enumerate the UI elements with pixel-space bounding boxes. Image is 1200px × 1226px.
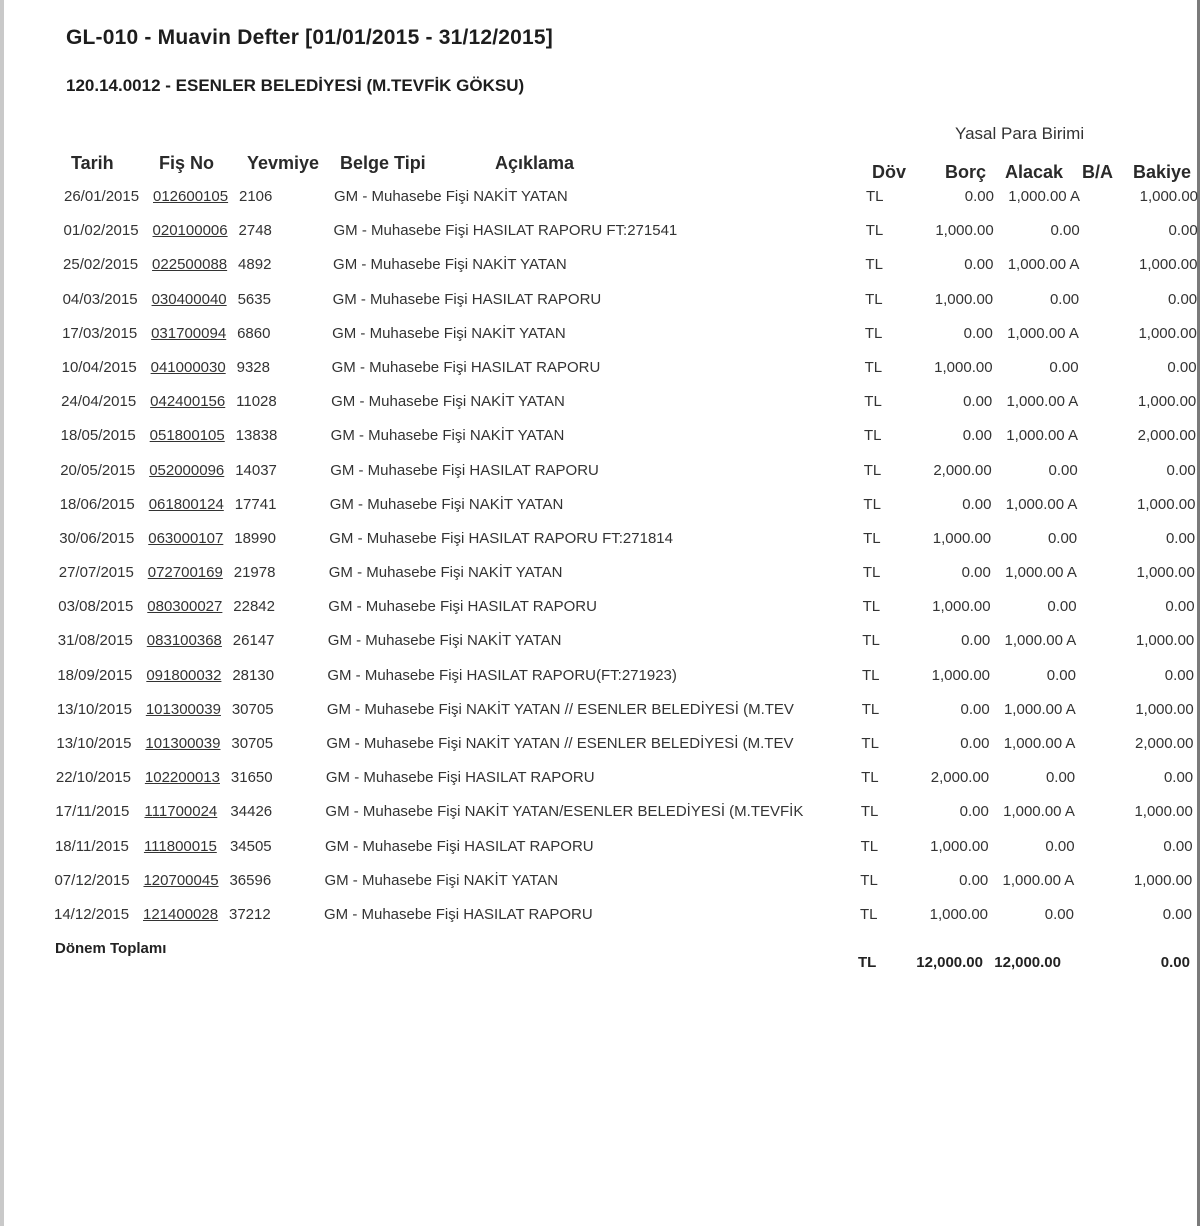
row-dov: TL <box>861 769 879 787</box>
table-row <box>0 803 1200 829</box>
row-borc: 0.00 <box>961 632 991 650</box>
table-row <box>0 667 1200 693</box>
column-header-ba: B/A <box>1082 162 1113 182</box>
table-row <box>0 701 1200 727</box>
row-aciklama: GM - Muhasebe Fişi NAKİT YATAN/ESENLER BELEDİYESİ (M.TEVFİK <box>325 803 804 821</box>
row-bakiye: 1,000.00 <box>1134 803 1193 821</box>
row-tarih: 18/09/2015 <box>57 666 133 684</box>
row-bakiye: 0.00 <box>1165 529 1196 547</box>
row-aciklama: GM - Muhasebe Fişi NAKİT YATAN // ESENLER BELEDİYESİ (M.TEV <box>326 735 794 753</box>
row-alacak: 1,000.00 A <box>1003 803 1075 821</box>
row-aciklama: GM - Muhasebe Fişi NAKİT YATAN <box>333 256 567 274</box>
row-alacak: 1,000.00 A <box>1004 632 1077 650</box>
row-alacak: 1,000.00 A <box>1007 324 1079 342</box>
row-bakiye: 0.00 <box>1168 222 1198 240</box>
row-tarih: 17/11/2015 <box>55 803 130 821</box>
row-bakiye: 1,000.00 <box>1139 188 1198 205</box>
row-dov: TL <box>864 393 882 411</box>
total-bakiye: 0.00 <box>1160 954 1190 971</box>
row-borc: 2,000.00 <box>933 461 992 479</box>
row-aciklama: GM - Muhasebe Fişi NAKİT YATAN <box>330 427 565 445</box>
row-tarih: 27/07/2015 <box>58 564 134 582</box>
row-dov: TL <box>863 495 881 513</box>
row-tarih: 20/05/2015 <box>60 461 136 479</box>
row-yevmiye: 2748 <box>238 222 272 240</box>
row-fis-no[interactable]: 042400156 <box>150 393 226 411</box>
row-tarih: 07/12/2015 <box>54 871 130 889</box>
row-yevmiye: 4892 <box>238 256 272 274</box>
row-fis-no[interactable]: 031700094 <box>151 324 227 342</box>
row-dov: TL <box>865 290 883 308</box>
total-borc: 12,000.00 <box>916 954 983 971</box>
total-alacak: 12,000.00 <box>994 954 1061 971</box>
row-bakiye: 1,000.00 <box>1135 632 1195 650</box>
column-header-aciklama: Açıklama <box>495 153 575 173</box>
row-tarih: 03/08/2015 <box>58 598 134 616</box>
table-row <box>0 906 1200 932</box>
row-aciklama: GM - Muhasebe Fişi NAKİT YATAN // ESENLER BELEDİYESİ (M.TEV <box>326 700 794 718</box>
row-dov: TL <box>866 188 884 205</box>
column-header-yevmiye: Yevmiye <box>247 153 320 173</box>
row-dov: TL <box>861 735 879 753</box>
row-borc: 0.00 <box>960 700 990 718</box>
row-alacak: 1,000.00 A <box>1005 495 1078 513</box>
row-bakiye: 2,000.00 <box>1137 427 1196 445</box>
row-aciklama: GM - Muhasebe Fişi NAKİT YATAN <box>328 564 563 582</box>
row-alacak: 1,000.00 A <box>1006 393 1079 411</box>
row-yevmiye: 5635 <box>237 290 271 308</box>
row-tarih: 13/10/2015 <box>56 735 132 753</box>
row-alacak: 0.00 <box>1047 598 1077 616</box>
row-yevmiye: 30705 <box>231 735 274 753</box>
row-aciklama: GM - Muhasebe Fişi HASILAT RAPORU <box>331 358 601 376</box>
row-yevmiye: 28130 <box>232 666 275 684</box>
row-borc: 0.00 <box>962 427 992 445</box>
table-row <box>0 564 1200 590</box>
row-borc: 1,000.00 <box>932 529 992 547</box>
row-yevmiye: 18990 <box>234 529 276 547</box>
row-borc: 0.00 <box>964 188 994 205</box>
row-yevmiye: 34426 <box>230 803 273 821</box>
table-row <box>0 769 1200 795</box>
row-bakiye: 1,000.00 <box>1139 256 1198 274</box>
row-bakiye: 0.00 <box>1163 837 1193 855</box>
column-header-tarih: Tarih <box>71 153 114 173</box>
row-yevmiye: 30705 <box>231 700 274 718</box>
row-dov: TL <box>865 256 883 274</box>
table-row <box>0 291 1200 317</box>
row-bakiye: 1,000.00 <box>1138 324 1197 342</box>
row-borc: 0.00 <box>960 735 990 753</box>
row-aciklama: GM - Muhasebe Fişi NAKİT YATAN <box>332 324 566 342</box>
row-tarih: 26/01/2015 <box>64 188 140 205</box>
row-alacak: 0.00 <box>1044 906 1074 923</box>
table-row <box>0 256 1200 282</box>
row-yevmiye: 6860 <box>237 324 271 342</box>
row-fis-no[interactable]: 012600105 <box>153 188 229 205</box>
row-bakiye: 2,000.00 <box>1135 735 1194 753</box>
row-alacak: 0.00 <box>1050 222 1080 240</box>
row-aciklama: GM - Muhasebe Fişi HASILAT RAPORU <box>325 769 595 787</box>
row-alacak: 0.00 <box>1049 358 1079 376</box>
row-bakiye: 0.00 <box>1164 666 1194 684</box>
row-bakiye: 1,000.00 <box>1133 871 1193 889</box>
row-aciklama: GM - Muhasebe Fişi HASILAT RAPORU FT:271814 <box>329 529 673 547</box>
row-bakiye: 0.00 <box>1167 358 1197 376</box>
row-dov: TL <box>864 358 883 376</box>
row-tarih: 10/04/2015 <box>61 358 137 376</box>
row-fis-no[interactable]: 101300039 <box>145 700 221 718</box>
column-header-borc: Borç <box>945 162 987 182</box>
account-title: 120.14.0012 - ESENLER BELEDİYESİ (M.TEVFİK GÖKSU) <box>66 76 525 95</box>
row-dov: TL <box>860 803 879 821</box>
row-bakiye: 0.00 <box>1167 290 1198 308</box>
row-dov: TL <box>860 871 878 889</box>
row-bakiye: 0.00 <box>1163 769 1194 787</box>
row-fis-no[interactable]: 063000107 <box>148 529 224 547</box>
row-yevmiye: 13838 <box>235 427 278 445</box>
row-fis-no[interactable]: 101300039 <box>145 735 221 753</box>
row-tarih: 24/04/2015 <box>61 393 137 411</box>
row-aciklama: GM - Muhasebe Fişi NAKİT YATAN <box>324 871 559 889</box>
table-row <box>0 359 1200 385</box>
row-aciklama: GM - Muhasebe Fişi HASILAT RAPORU(FT:271923) <box>327 666 677 684</box>
row-yevmiye: 37212 <box>229 906 271 923</box>
row-borc: 1,000.00 <box>935 222 994 240</box>
row-yevmiye: 26147 <box>232 632 275 650</box>
row-fis-no[interactable]: 111800015 <box>143 837 217 855</box>
row-dov: TL <box>863 529 881 547</box>
row-fis-no[interactable]: 102200013 <box>144 769 220 787</box>
row-bakiye: 1,000.00 <box>1137 495 1196 513</box>
column-header-dov: Döv <box>872 162 907 182</box>
row-tarih: 30/06/2015 <box>59 529 135 547</box>
row-alacak: 1,000.00 A <box>1005 564 1077 582</box>
row-bakiye: 1,000.00 <box>1135 700 1194 718</box>
row-aciklama: GM - Muhasebe Fişi HASILAT RAPORU <box>324 837 594 855</box>
row-alacak: 0.00 <box>1046 666 1076 684</box>
row-dov: TL <box>860 837 879 855</box>
row-alacak: 1,000.00 A <box>1006 427 1078 445</box>
row-alacak: 0.00 <box>1048 461 1078 479</box>
row-aciklama: GM - Muhasebe Fişi NAKİT YATAN <box>327 632 562 650</box>
row-aciklama: GM - Muhasebe Fişi NAKİT YATAN <box>329 495 564 513</box>
row-tarih: 18/06/2015 <box>59 495 135 513</box>
row-alacak: 1,000.00 A <box>1008 188 1080 205</box>
row-bakiye: 1,000.00 <box>1136 564 1195 582</box>
row-borc: 1,000.00 <box>934 290 994 308</box>
row-dov: TL <box>862 666 880 684</box>
row-tarih: 22/10/2015 <box>55 769 131 787</box>
column-header-belge-tipi: Belge Tipi <box>340 153 426 173</box>
row-fis-no[interactable]: 061800124 <box>148 495 224 513</box>
currency-group-label: Yasal Para Birimi <box>955 124 1085 143</box>
row-borc: 0.00 <box>959 871 989 889</box>
row-alacak: 0.00 <box>1047 529 1078 547</box>
row-dov: TL <box>864 324 883 342</box>
row-yevmiye: 36596 <box>229 871 272 889</box>
row-tarih: 25/02/2015 <box>63 256 139 274</box>
row-borc: 1,000.00 <box>929 906 988 923</box>
row-yevmiye: 22842 <box>233 598 275 616</box>
row-fis-no[interactable]: 030400040 <box>151 290 227 308</box>
row-alacak: 1,000.00 A <box>1007 256 1080 274</box>
row-borc: 2,000.00 <box>930 769 990 787</box>
row-alacak: 0.00 <box>1045 769 1076 787</box>
table-row <box>0 188 1200 214</box>
row-fis-no[interactable]: 052000096 <box>149 461 225 479</box>
period-total-label: Dönem Toplamı <box>55 940 167 957</box>
row-dov: TL <box>863 461 882 479</box>
row-dov: TL <box>865 222 884 240</box>
table-row <box>0 872 1200 898</box>
table-row <box>0 735 1200 761</box>
row-fis-no[interactable]: 051800105 <box>149 427 225 445</box>
row-yevmiye: 9328 <box>236 358 270 376</box>
row-bakiye: 1,000.00 <box>1137 393 1197 411</box>
row-fis-no[interactable]: 091800032 <box>146 666 222 684</box>
row-borc: 0.00 <box>959 803 989 821</box>
row-fis-no[interactable]: 041000030 <box>150 358 226 376</box>
row-tarih: 14/12/2015 <box>54 906 130 923</box>
row-borc: 0.00 <box>961 564 991 582</box>
row-borc: 0.00 <box>962 495 992 513</box>
row-aciklama: GM - Muhasebe Fişi HASILAT RAPORU <box>330 461 599 479</box>
row-tarih: 13/10/2015 <box>56 700 132 718</box>
row-bakiye: 0.00 <box>1166 461 1196 479</box>
row-borc: 1,000.00 <box>931 666 990 684</box>
row-aciklama: GM - Muhasebe Fişi NAKİT YATAN <box>331 393 565 411</box>
row-aciklama: GM - Muhasebe Fişi HASILAT RAPORU <box>332 290 602 308</box>
row-borc: 1,000.00 <box>932 598 991 616</box>
row-bakiye: 0.00 <box>1162 906 1192 923</box>
row-dov: TL <box>862 598 881 616</box>
table-row <box>0 393 1200 419</box>
column-header-fis-no: Fiş No <box>159 153 215 173</box>
row-fis-no[interactable]: 120700045 <box>143 871 219 889</box>
table-row <box>0 222 1200 248</box>
row-alacak: 1,000.00 A <box>1002 871 1075 889</box>
table-row <box>0 462 1200 488</box>
row-aciklama: GM - Muhasebe Fişi HASILAT RAPORU FT:271541 <box>333 222 678 240</box>
row-yevmiye: 21978 <box>233 564 276 582</box>
row-tarih: 18/11/2015 <box>54 837 129 855</box>
row-tarih: 17/03/2015 <box>62 324 138 342</box>
total-dov: TL <box>858 954 877 971</box>
row-dov: TL <box>862 564 881 582</box>
row-fis-no[interactable]: 111700024 <box>144 803 218 821</box>
table-row <box>0 496 1200 522</box>
row-fis-no[interactable]: 020100006 <box>152 222 228 240</box>
row-yevmiye: 11028 <box>236 393 277 411</box>
row-fis-no[interactable]: 083100368 <box>146 632 222 650</box>
row-aciklama: GM - Muhasebe Fişi HASILAT RAPORU <box>328 598 597 616</box>
table-row <box>0 632 1200 658</box>
row-tarih: 31/08/2015 <box>57 632 133 650</box>
row-yevmiye: 2106 <box>239 188 273 205</box>
row-bakiye: 0.00 <box>1165 598 1195 616</box>
row-dov: TL <box>864 427 882 445</box>
row-yevmiye: 17741 <box>234 495 277 513</box>
table-row <box>0 427 1200 453</box>
column-header-alacak: Alacak <box>1005 162 1064 182</box>
row-borc: 0.00 <box>964 256 994 274</box>
row-aciklama: GM - Muhasebe Fişi NAKİT YATAN <box>334 188 568 205</box>
row-tarih: 04/03/2015 <box>62 290 138 308</box>
row-alacak: 1,000.00 A <box>1003 700 1076 718</box>
row-alacak: 0.00 <box>1049 290 1080 308</box>
table-row <box>0 838 1200 864</box>
row-aciklama: GM - Muhasebe Fişi HASILAT RAPORU <box>324 906 593 923</box>
row-fis-no[interactable]: 072700169 <box>147 564 223 582</box>
row-fis-no[interactable]: 022500088 <box>152 256 228 274</box>
row-tarih: 18/05/2015 <box>60 427 136 445</box>
row-yevmiye: 31650 <box>230 769 273 787</box>
row-dov: TL <box>861 700 880 718</box>
row-alacak: 0.00 <box>1045 837 1075 855</box>
row-yevmiye: 34505 <box>229 837 272 855</box>
row-alacak: 1,000.00 A <box>1003 735 1076 753</box>
row-borc: 1,000.00 <box>930 837 989 855</box>
table-row <box>0 325 1200 351</box>
period-total-row <box>0 954 1200 980</box>
row-borc: 0.00 <box>963 393 993 411</box>
row-tarih: 01/02/2015 <box>63 222 139 240</box>
document-title: GL-010 - Muavin Defter [01/01/2015 - 31/12/2015] <box>66 26 554 49</box>
row-yevmiye: 14037 <box>235 461 277 479</box>
table-row <box>0 598 1200 624</box>
row-dov: TL <box>862 632 880 650</box>
column-header-bakiye: Bakiye <box>1133 162 1192 182</box>
row-fis-no[interactable]: 080300027 <box>147 598 223 616</box>
row-borc: 0.00 <box>963 324 993 342</box>
table-row <box>0 530 1200 556</box>
row-dov: TL <box>860 906 878 923</box>
row-borc: 1,000.00 <box>934 358 993 376</box>
row-fis-no[interactable]: 121400028 <box>143 906 219 923</box>
